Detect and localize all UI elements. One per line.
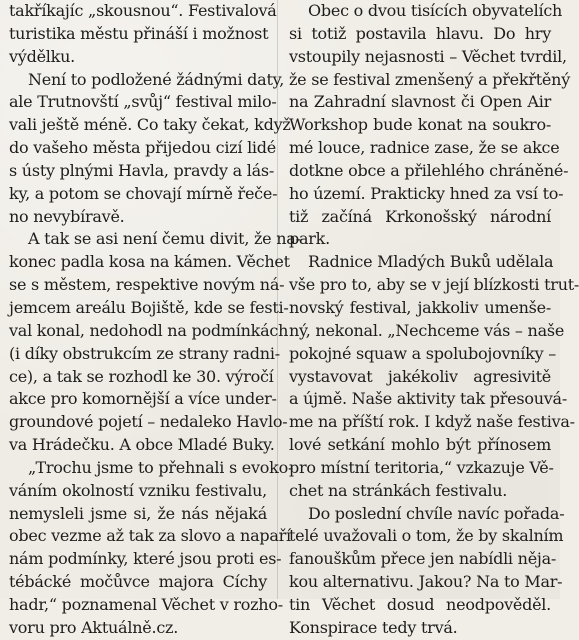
article-column-left xyxy=(9,0,301,640)
text-line: se s městem, respektive novým ná- xyxy=(9,275,285,295)
text-line: si totiž postavila hlavu. Do hry xyxy=(289,23,551,43)
text-line: tébácké močůvce majora Cíchy xyxy=(9,572,267,592)
text-line: me na příští rok. I když naše festiva- xyxy=(289,412,575,432)
paragraph xyxy=(9,0,277,69)
text-line: vstoupily nejasnosti – Věchet tvrdil, xyxy=(289,46,567,66)
text-line: Radnice Mladých Buků udělala xyxy=(308,252,554,272)
text-line: no nevybíravě. xyxy=(9,206,125,226)
text-line: jemcem areálu Bojiště, kde se festi- xyxy=(9,297,289,317)
text-line: voru pro Aktuálně.cz. xyxy=(9,617,179,637)
text-line: a újmě. Naše aktivity tak přesouvá- xyxy=(289,389,567,409)
text-line: fanouškům přece jen nabídli něja- xyxy=(289,549,557,569)
text-line: pokojné squaw a spolubojovníky – xyxy=(289,343,556,363)
text-line: dotkne obce a přilehlého chráněné- xyxy=(289,160,569,180)
paragraph xyxy=(9,69,291,229)
text-line: vše pro to, aby se v její blízkosti trut- xyxy=(289,275,579,295)
text-line: že se festival zmenšený a překřtěný xyxy=(289,69,570,89)
text-line: (i díky obstrukcím ze strany radni- xyxy=(9,343,280,363)
paragraph xyxy=(9,457,294,640)
text-line: obec vezme až tak za slovo a napaří xyxy=(9,526,291,546)
text-line: kou alternativu. Jakou? Na to Mar- xyxy=(289,572,563,592)
text-line: do vašeho města přijedou cizí lidé xyxy=(9,138,277,158)
text-line: vystavovat jakékoliv agresivitě xyxy=(289,366,551,386)
text-line: „Trochu jsme to přehnali s evoko- xyxy=(28,457,294,477)
text-line: pro místní teritoria,“ vzkazuje Vě- xyxy=(289,457,554,477)
paragraph xyxy=(289,251,579,502)
text-line: vali ještě méně. Co taky čekat, když xyxy=(9,115,291,135)
text-line: turistika městu přináší i možnost xyxy=(9,23,269,43)
text-line: chet na stránkách festivalu. xyxy=(289,480,508,500)
text-line: lové setkání mohlo být přínosem xyxy=(289,435,551,455)
text-line: Workshop bude konat na soukro- xyxy=(289,115,551,135)
text-line: ho území. Prakticky hned za vsí to- xyxy=(289,183,564,203)
text-line: groundové pojetí – nedaleko Havlo- xyxy=(9,412,288,432)
paragraph xyxy=(289,0,570,251)
text-line: val konal, nedohodl na podmínkách xyxy=(9,320,289,340)
text-line: novský festival, jakkoliv umenše- xyxy=(289,297,551,317)
text-line: takříkajíc „skousnou“. Festivalová xyxy=(9,1,277,20)
text-line: Konspirace tedy trvá. xyxy=(289,617,458,637)
text-line: va Hrádečku. A obce Mladé Buky. xyxy=(9,435,275,455)
text-line: ce), a tak se rozhodl ke 30. výročí xyxy=(9,366,274,386)
text-line: telé uvažovali o tom, že by skalním xyxy=(289,526,564,546)
text-line: ale Trutnovští „svůj“ festival milo- xyxy=(9,92,277,112)
text-line: konec padla kosa na kámen. Věchet xyxy=(9,252,290,272)
text-line: A tak se asi není čemu divit, že na- xyxy=(28,229,301,249)
paragraph xyxy=(289,503,565,640)
text-line: park. xyxy=(289,229,330,249)
text-line: mé louce, radnice zase, že se akce xyxy=(289,138,560,158)
text-line: na Zahradní slavnost či Open Air xyxy=(289,92,551,112)
article-column-right xyxy=(289,0,579,640)
text-line: hadr,“ poznamenal Věchet v rozho- xyxy=(9,594,283,614)
text-line: ný, nekonal. „Nechceme vás – naše xyxy=(289,320,565,340)
text-line: nemysleli jsme si, že nás nějaká xyxy=(9,503,267,523)
text-line: Obec o dvou tisících obyvatelích xyxy=(308,1,563,20)
text-line: s ústy plnými Havla, pravdy a lás- xyxy=(9,160,275,180)
text-line: nám podmínky, které jsou proti es- xyxy=(9,549,282,569)
text-line: tiž začíná Krkonošský národní xyxy=(289,206,551,226)
text-line: tin Věchet dosud neodpověděl. xyxy=(289,594,551,614)
text-line: výdělku. xyxy=(9,46,75,66)
paragraph xyxy=(9,228,301,456)
text-line: váním okolností vzniku festivalu, xyxy=(9,480,267,500)
text-line: Do poslední chvíle navíc pořada- xyxy=(308,503,565,523)
text-line: Není to podložené žádnými daty, xyxy=(28,69,285,89)
text-line: ky, a potom se chovají mírně řeče- xyxy=(9,183,278,203)
text-line: akce pro komornější a více under- xyxy=(9,389,277,409)
